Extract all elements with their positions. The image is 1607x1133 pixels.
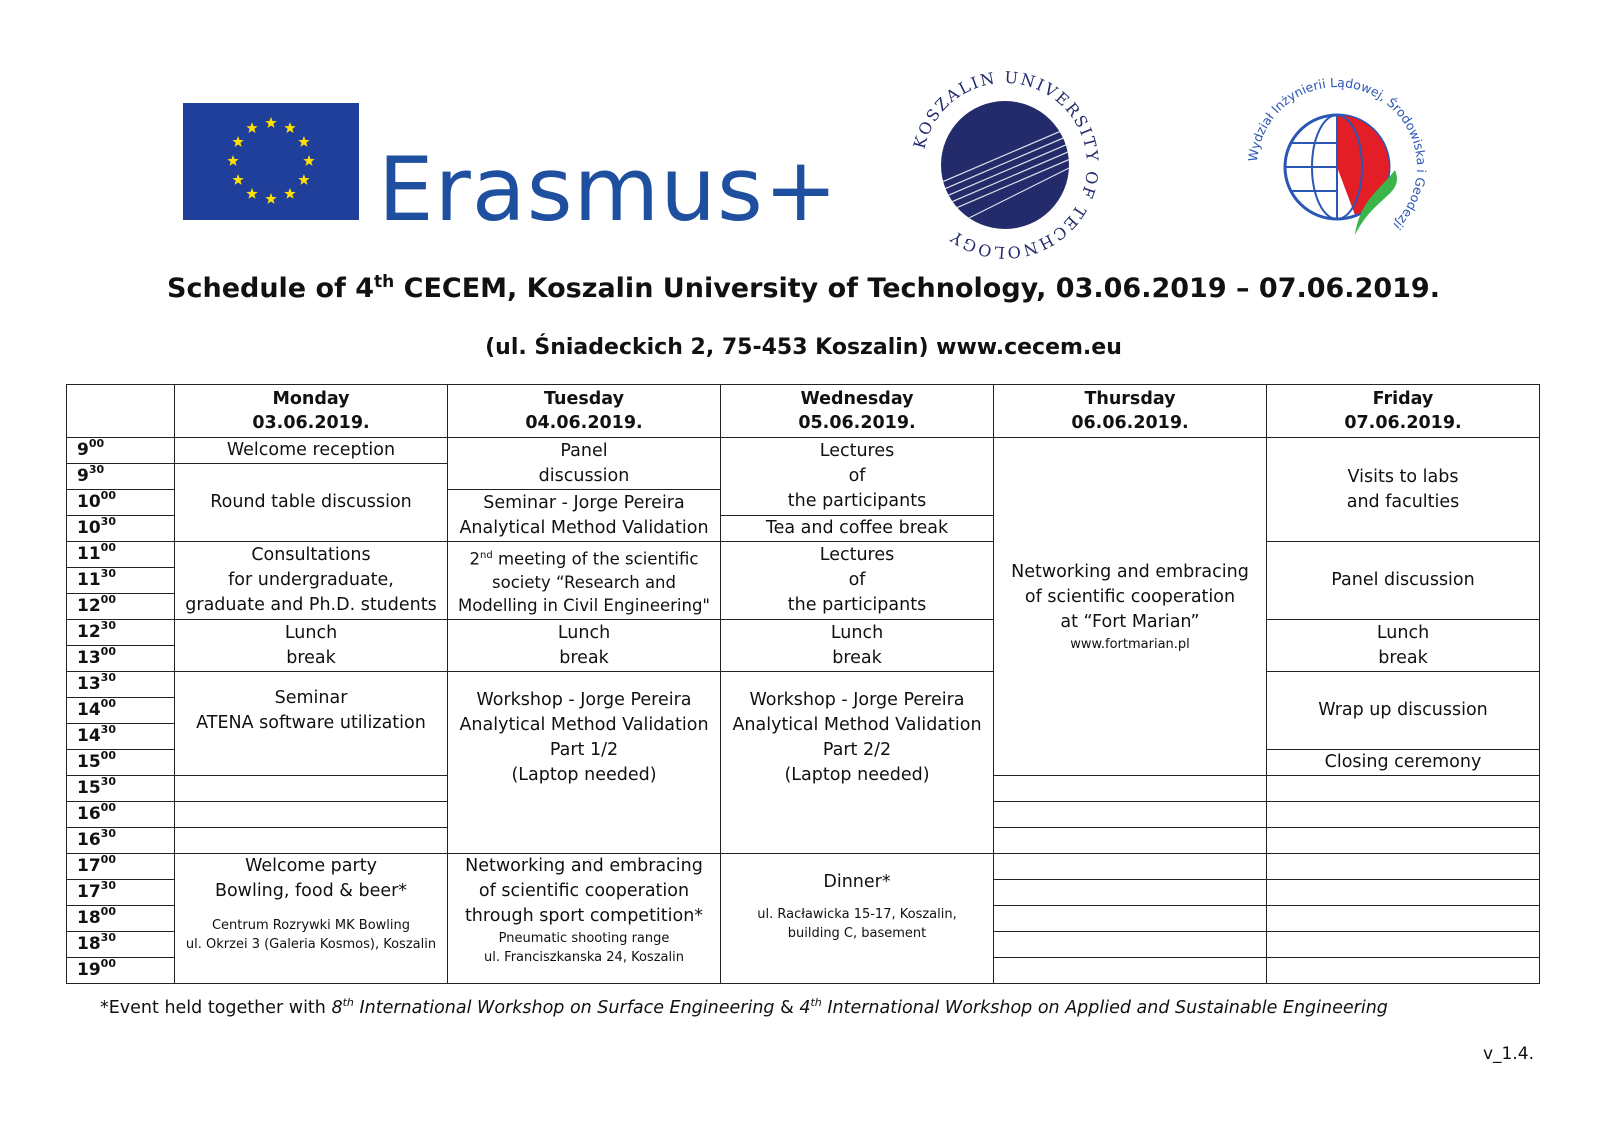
version-label: v_1.4. xyxy=(1483,1044,1534,1064)
time-cell: $10^{30}$ xyxy=(67,516,175,542)
day-header: Wednesday 05.06.2019. xyxy=(721,385,994,438)
event-cell: Lunch break xyxy=(1267,620,1540,672)
time-cell: $9^{00}$ xyxy=(67,438,175,464)
event-cell: Welcome reception xyxy=(175,438,448,464)
empty-cell xyxy=(175,776,448,802)
time-cell: $12^{30}$ xyxy=(67,620,175,646)
event-cell: Networking and embracing of scientific cooperation at “Fort Marian” www.fortmarian.pl xyxy=(994,438,1267,776)
day-header: Friday 07.06.2019. xyxy=(1267,385,1540,438)
koszalin-university-seal xyxy=(905,65,1105,265)
time-cell: $14^{00}$ xyxy=(67,698,175,724)
event-cell: Panel discussion xyxy=(1267,542,1540,620)
header-row xyxy=(67,385,1540,438)
empty-cell xyxy=(175,802,448,828)
event-cell: Lunch break xyxy=(721,620,994,672)
time-cell: $15^{30}$ xyxy=(67,776,175,802)
empty-cell xyxy=(994,958,1267,984)
day-header: Thursday 06.06.2019. xyxy=(994,385,1267,438)
time-cell: $18^{00}$ xyxy=(67,906,175,932)
time-cell: $13^{00}$ xyxy=(67,646,175,672)
empty-cell xyxy=(994,802,1267,828)
empty-cell xyxy=(1267,958,1540,984)
time-cell: $19^{00}$ xyxy=(67,958,175,984)
empty-cell xyxy=(1267,854,1540,880)
faculty-seal xyxy=(1245,75,1430,260)
erasmus-plus-logo: Erasmus+ xyxy=(378,138,839,241)
event-cell: Lectures of the participants xyxy=(721,542,994,620)
event-cell: Tea and coffee break xyxy=(721,516,994,542)
time-cell: $18^{30}$ xyxy=(67,932,175,958)
schedule-table-wrap xyxy=(66,384,1540,984)
time-cell: $14^{30}$ xyxy=(67,724,175,750)
time-row xyxy=(67,542,1540,568)
time-row xyxy=(67,620,1540,646)
schedule-table xyxy=(66,384,1540,984)
empty-cell xyxy=(1267,906,1540,932)
time-row xyxy=(67,854,1540,880)
svg-text:KOSZALIN UNIVERSITY OF TECHNOL: KOSZALIN UNIVERSITY OF TECHNOLOGY xyxy=(909,67,1103,263)
time-cell: $16^{00}$ xyxy=(67,802,175,828)
event-cell: Panel discussion xyxy=(448,438,721,490)
empty-cell xyxy=(1267,828,1540,854)
event-cell: Lunch break xyxy=(448,620,721,672)
corner-cell xyxy=(67,385,175,438)
event-cell: Wrap up discussion xyxy=(1267,672,1540,750)
svg-text:Wydział Inżynierii Lądowej, Śr: Wydział Inżynierii Lądowej, Środowiska i Geodezji xyxy=(1245,75,1430,233)
event-cell: Lunch break xyxy=(175,620,448,672)
page-subtitle: (ul. Śniadeckich 2, 75-453 Koszalin) www.cecem.eu xyxy=(485,335,1122,360)
event-cell: Visits to labs and faculties xyxy=(1267,438,1540,542)
empty-cell xyxy=(1267,776,1540,802)
time-row xyxy=(67,672,1540,698)
empty-cell xyxy=(175,828,448,854)
day-header: Monday 03.06.2019. xyxy=(175,385,448,438)
event-cell: 2nd meeting of the scientific society “Research and Modelling in Civil Engineering" xyxy=(448,542,721,620)
time-cell: $12^{00}$ xyxy=(67,594,175,620)
event-cell: Dinner* ul. Racławicka 15-17, Koszalin, building C, basement xyxy=(721,854,994,984)
time-cell: $17^{00}$ xyxy=(67,854,175,880)
time-cell: $13^{30}$ xyxy=(67,672,175,698)
time-cell: $11^{30}$ xyxy=(67,568,175,594)
empty-cell xyxy=(994,880,1267,906)
time-cell: $11^{00}$ xyxy=(67,542,175,568)
event-cell: Workshop - Jorge Pereira Analytical Method Validation Part 2/2 (Laptop needed) xyxy=(721,672,994,854)
empty-cell xyxy=(994,776,1267,802)
event-cell: Welcome party Bowling, food & beer* Centrum Rozrywki MK Bowling ul. Okrzei 3 (Galeria Kosmos), Koszalin xyxy=(175,854,448,984)
event-cell: Closing ceremony xyxy=(1267,750,1540,776)
empty-cell xyxy=(1267,802,1540,828)
empty-cell xyxy=(994,828,1267,854)
page-title: Schedule of 4th CECEM, Koszalin University of Technology, 03.06.2019 – 07.06.2019. xyxy=(167,272,1440,304)
empty-cell xyxy=(1267,880,1540,906)
event-cell: Round table discussion xyxy=(175,464,448,542)
empty-cell xyxy=(994,854,1267,880)
time-row xyxy=(67,438,1540,464)
empty-cell xyxy=(994,932,1267,958)
time-cell: $10^{00}$ xyxy=(67,490,175,516)
time-cell: $15^{00}$ xyxy=(67,750,175,776)
time-cell: $16^{30}$ xyxy=(67,828,175,854)
eu-flag-logo xyxy=(183,103,359,220)
event-cell: Workshop - Jorge Pereira Analytical Method Validation Part 1/2 (Laptop needed) xyxy=(448,672,721,854)
event-cell: Lectures of the participants xyxy=(721,438,994,516)
time-cell: $9^{30}$ xyxy=(67,464,175,490)
event-cell: Networking and embracing of scientific cooperation through sport competition* Pneumatic shooting range ul. Franciszkanska 24, Koszalin xyxy=(448,854,721,984)
empty-cell xyxy=(1267,932,1540,958)
empty-cell xyxy=(994,906,1267,932)
event-cell: Seminar - Jorge Pereira Analytical Method Validation xyxy=(448,490,721,542)
event-cell: Consultations for undergraduate, graduate and Ph.D. students xyxy=(175,542,448,620)
event-cell: Seminar ATENA software utilization xyxy=(175,672,448,776)
time-cell: $17^{30}$ xyxy=(67,880,175,906)
day-header: Tuesday 04.06.2019. xyxy=(448,385,721,438)
footnote: *Event held together with 8th International Workshop on Surface Engineering & 4th International Workshop on Applied and Sustainable Engineering xyxy=(100,996,1388,1018)
